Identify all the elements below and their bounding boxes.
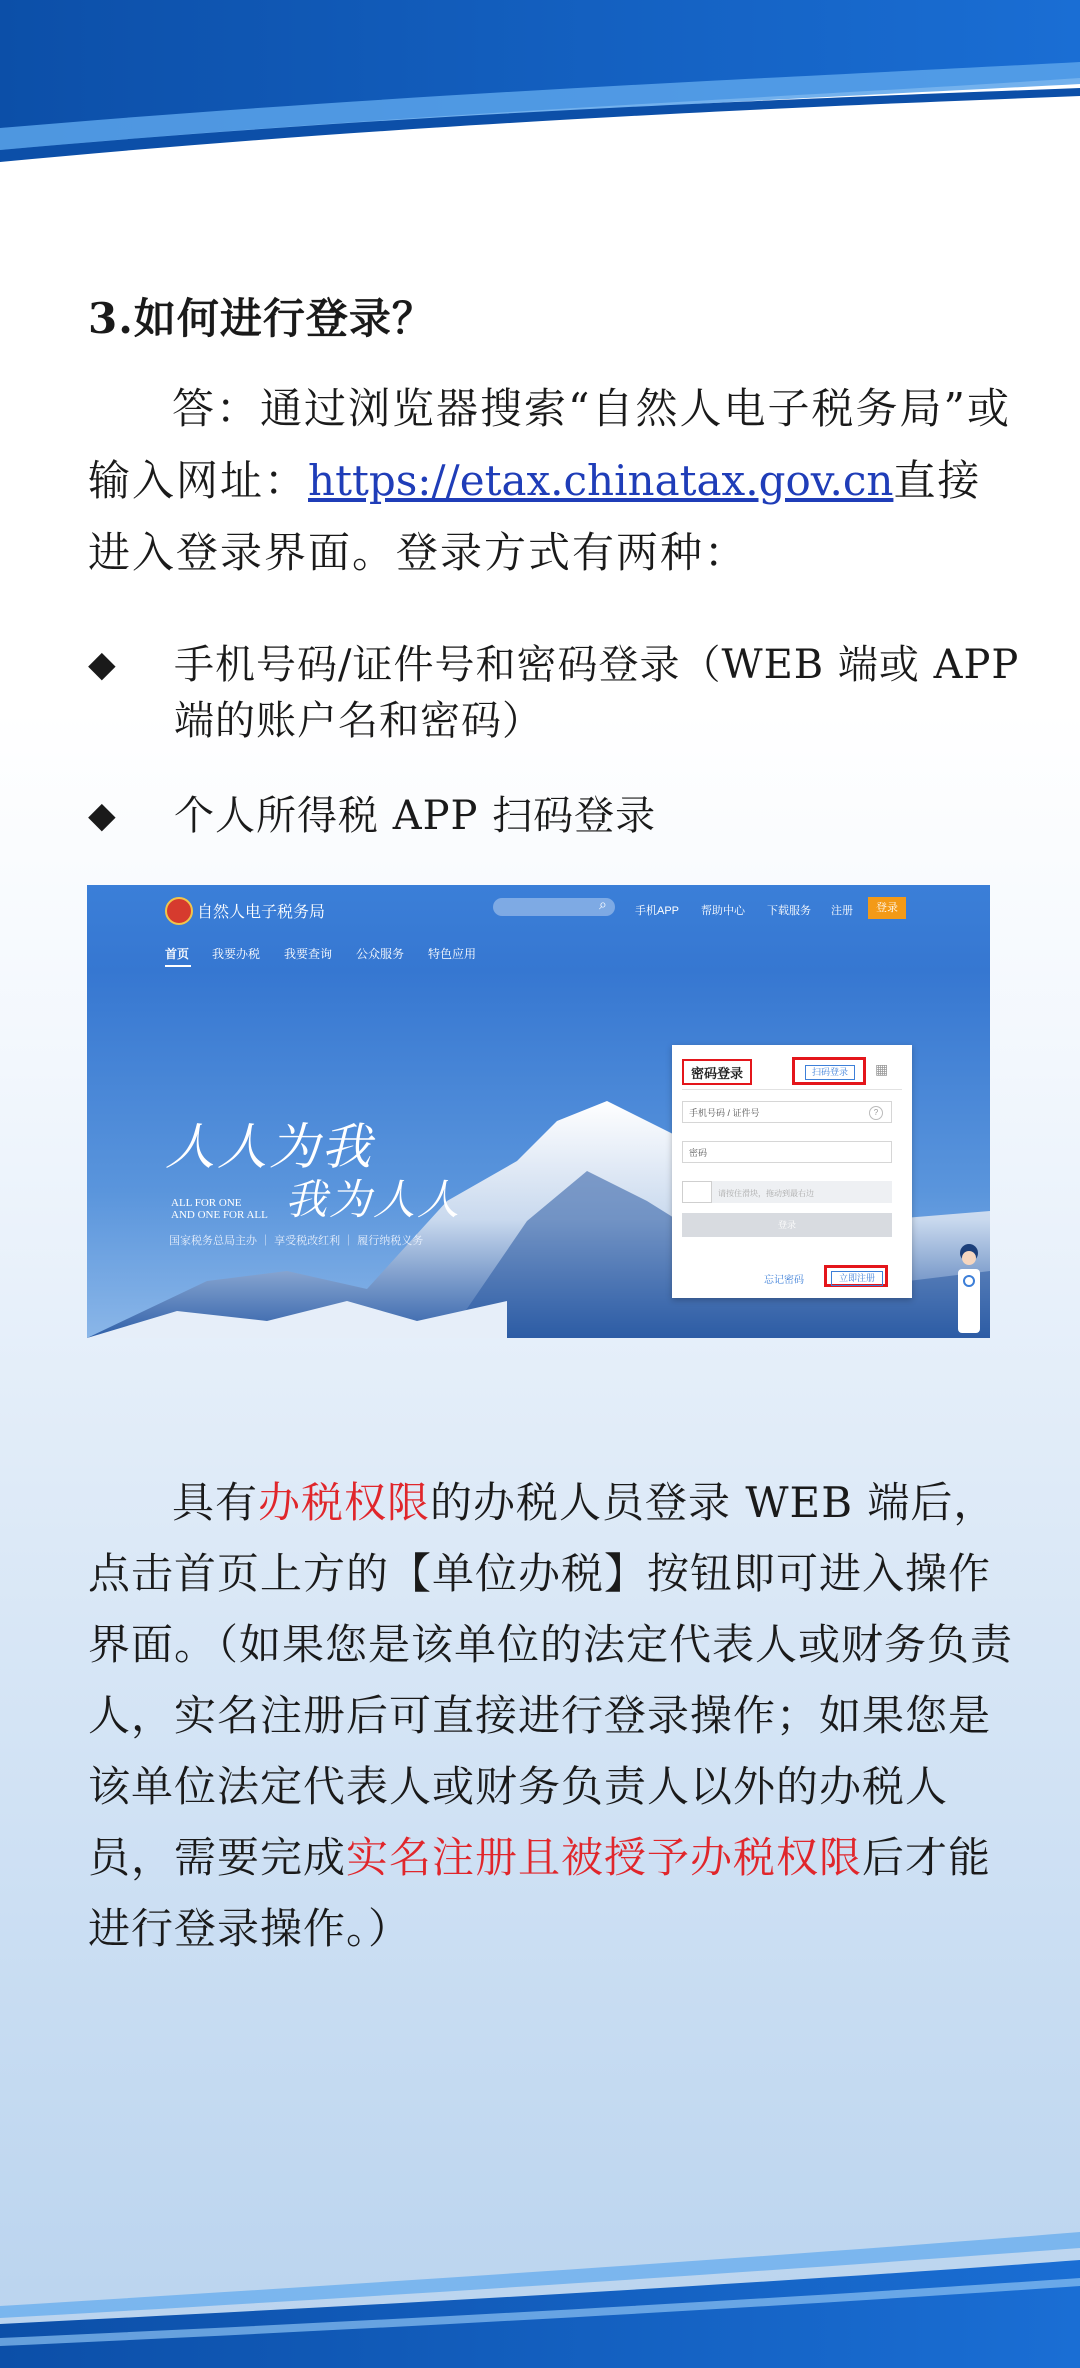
etax-link[interactable]: https://etax.chinatax.gov.cn: [308, 456, 894, 505]
password-input[interactable]: [682, 1141, 892, 1163]
bullet-text: 个人所得税 APP 扫码登录: [174, 793, 657, 839]
top-wave-band: [0, 0, 1080, 170]
nav-home[interactable]: 首页: [165, 947, 190, 961]
top-link-help[interactable]: 帮助中心: [701, 905, 745, 917]
captcha-hint: 请按住滑块，拖动到最右边: [718, 1189, 814, 1198]
site-name: 自然人电子税务局: [197, 904, 326, 921]
body-text-3: 后才能进行登录操作。）: [88, 1833, 992, 1953]
etax-website-screenshot: [87, 885, 990, 1338]
bullet-item-password: [88, 637, 1054, 749]
nav-featured[interactable]: 特色应用: [428, 947, 477, 961]
body-text-1: 具有: [172, 1478, 259, 1527]
permission-paragraph: [88, 1467, 1018, 1964]
slogan-english: [171, 1197, 268, 1221]
bottom-wave-band: [0, 2188, 1080, 2368]
nav-handle-tax[interactable]: 我要办税: [212, 947, 261, 961]
diamond-bullet-icon: ◆: [88, 644, 116, 685]
diamond-bullet-icon: ◆: [88, 795, 116, 836]
section-title: 3.如何进行登录？: [88, 294, 435, 343]
password-placeholder: 密码: [689, 1148, 708, 1158]
slogan-line-1: 人人为我: [165, 1118, 373, 1176]
tab-qr-login[interactable]: [792, 1057, 866, 1085]
slider-handle[interactable]: [682, 1181, 712, 1203]
slogan-en-2: AND ONE FOR ALL: [171, 1209, 268, 1221]
intro-text-before: 答：通过浏览器搜索“自然人电子税务局”或输入网址：: [88, 384, 1011, 505]
site-search-input[interactable]: [493, 898, 615, 916]
nav-active-indicator: [165, 965, 191, 967]
tab-qr-label[interactable]: 扫码登录: [805, 1065, 855, 1080]
login-panel: [672, 1045, 912, 1298]
nav-public-service[interactable]: 公众服务: [356, 947, 405, 961]
account-placeholder: 手机号码 / 证件号: [689, 1108, 760, 1118]
forgot-password-link[interactable]: 忘记密码: [764, 1275, 804, 1286]
qr-code-icon[interactable]: ▦: [875, 1061, 889, 1077]
bullet-text: 手机号码/证件号和密码登录（WEB 端或 APP 端的账户名和密码）: [174, 642, 1020, 744]
help-icon[interactable]: ?: [869, 1106, 883, 1120]
slogan-en-1: ALL FOR ONE: [171, 1197, 242, 1209]
search-icon[interactable]: ⌕: [599, 897, 607, 913]
slogan-subtitle: 国家税务总局主办 ｜ 享受税改红利 ｜ 履行纳税义务: [169, 1235, 424, 1247]
divider: [682, 1089, 902, 1090]
register-now-label[interactable]: 立即注册: [831, 1271, 883, 1286]
body-text-2: 的办税人员登录 WEB 端后，点击首页上方的【单位办税】按钮即可进入操作界面。（如果您是该单位的法定代表人或财务负责人，实名注册后可直接进行登录操作；如果您是该单位法定代表人或财务负责人以外的办税人员，需要完成: [88, 1478, 1014, 1882]
tab-password-login[interactable]: 密码登录: [682, 1059, 752, 1085]
top-link-register[interactable]: 注册: [831, 905, 853, 917]
top-link-download[interactable]: 下载服务: [767, 905, 811, 917]
slogan-line-2: 我为人人: [285, 1175, 462, 1224]
nav-query[interactable]: 我要查询: [284, 947, 333, 961]
login-submit-button[interactable]: 登录: [682, 1213, 892, 1237]
highlight-tax-permission: 办税权限: [258, 1478, 431, 1527]
intro-text-after: 直接进入登录界面。登录方式有两种：: [88, 456, 982, 577]
top-link-app[interactable]: 手机APP: [635, 905, 680, 917]
mascot-consult-icon[interactable]: [954, 1243, 984, 1335]
tax-emblem-icon: [165, 897, 193, 925]
register-now-button[interactable]: [824, 1265, 888, 1287]
account-input[interactable]: [682, 1101, 892, 1123]
highlight-register-authorize: 实名注册且被授予办税权限: [346, 1833, 863, 1882]
intro-paragraph: [88, 373, 1018, 589]
header-login-button[interactable]: 登录: [868, 897, 906, 919]
bullet-item-qr: [88, 788, 1054, 844]
